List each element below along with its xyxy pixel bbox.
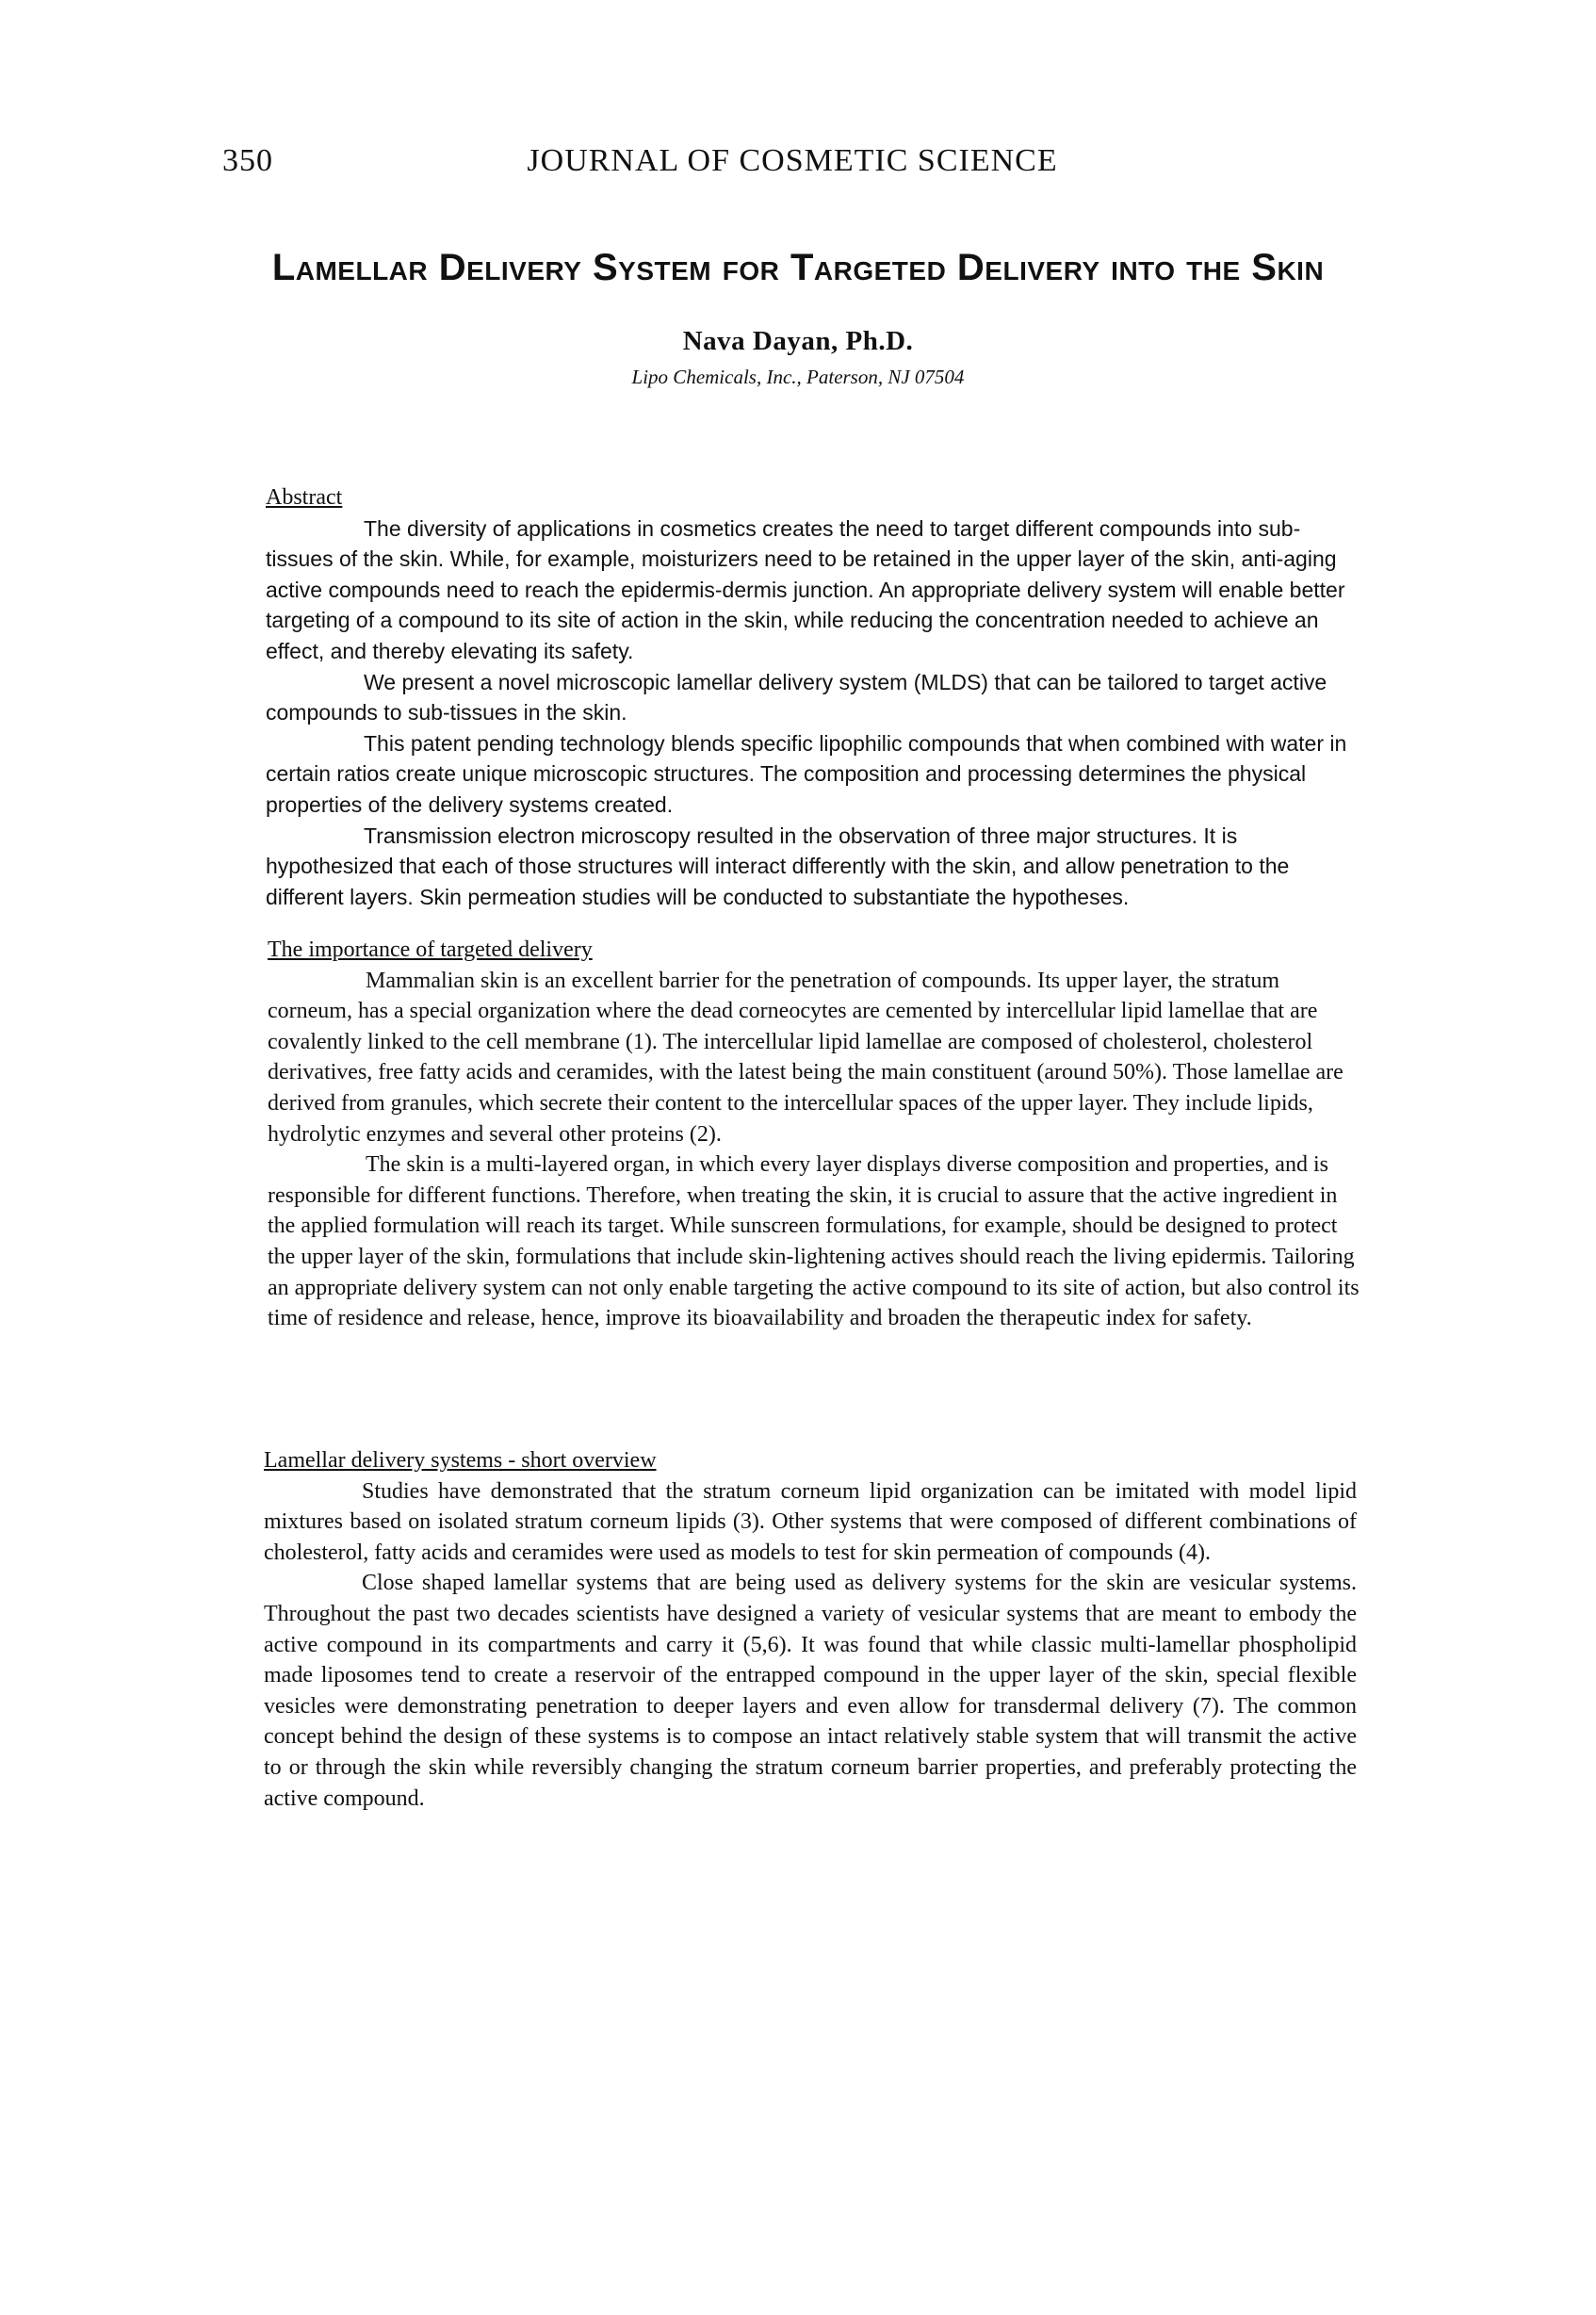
article-title: Lamellar Delivery System for Targeted Delivery into the Skin [271,247,1325,288]
page-number: 350 [222,143,273,178]
author-name: Nava Dayan, Ph.D. [682,326,914,356]
overview-paragraph: Studies have demonstrated that the stratum corneum lipid organization can be imitated with model lipid mixtures based on isolated stratum corneum lipids (3). Other systems that were composed of different combinations of cholesterol, fatty acids and ceramides were used as models to test for skin permeation of compounds (4). [264,1478,1357,1565]
author-affiliation: Lipo Chemicals, Inc., Paterson, NJ 07504 [631,366,965,388]
running-header [222,143,1362,185]
overview-paragraph: Close shaped lamellar systems that are being used as delivery systems for the skin are vesicular systems. Throughout the past two decades scientists have designed a variety of vesicular systems that are meant to embody the active compound in its compartments and carry it (5,6). It was found that while classic multi-lamellar phospholipid made liposomes tend to create a reservoir of the entrapped compound in the upper layer of the skin, special flexible vesicles were demonstrating penetration to deeper layers and even allow for transdermal delivery (7). The common concept behind the design of these systems is to compose an intact relatively stable system that will transmit the active to or through the skin while reversibly changing the stratum corneum barrier properties, and preferably protecting the active compound. [264,1571,1357,1811]
abstract-section [266,482,1359,912]
abstract-paragraph: This patent pending technology blends specific lipophilic compounds that when combined with water in certain ratios create unique microscopic structures. The composition and processing determines the physical properties of the delivery systems created. [266,730,1347,817]
importance-paragraph: The skin is a multi-layered organ, in which every layer displays diverse composition and properties, and is responsible for different functions. Therefore, when treating the skin, it is crucial to assure that the active ingredient in the applied formulation will reach its target. While sunscreen formulations, for example, should be designed to protect the upper layer of the skin, formulations that include skin-lightening actives should reach the living epidermis. Tailoring an appropriate delivery system can not only enable targeting the active compound to its site of action, but also control its time of residence and release, hence, improve its bioavailability and broaden the therapeutic index for safety. [268,1152,1360,1331]
overview-heading: Lamellar delivery systems - short overview [264,1448,657,1473]
overview-section [264,1445,1357,1814]
abstract-paragraph: The diversity of applications in cosmetics creates the need to target different compounds into sub-tissues of the skin. While, for example, moisturizers need to be retained in the upper layer of the skin, anti-aging active compounds need to reach the epidermis-dermis junction. An appropriate delivery system will enable better targeting of a compound to its site of action in the skin, while reducing the concentration needed to achieve an effect, and thereby elevating its safety. [266,515,1345,663]
abstract-paragraph: Transmission electron microscopy resulted in the observation of three major structures. It is hypothesized that each of those structures will interact differently with the skin, and allow penetration to the different layers. Skin permeation studies will be conducted to substantiate the hypotheses. [266,823,1290,909]
abstract-heading: Abstract [266,485,343,510]
abstract-paragraph: We present a novel microscopic lamellar delivery system (MLDS) that can be tailored to target active compounds to sub-tissues in the skin. [266,669,1327,725]
importance-paragraph: Mammalian skin is an excellent barrier for the penetration of compounds. Its upper layer, the stratum corneum, has a special organization where the dead corneocytes are cemented by intercellular lipid lamellae that are covalently linked to the cell membrane (1). The intercellular lipid lamellae are composed of cholesterol, cholesterol derivatives, free fatty acids and ceramides, with the latest being the main constituent (around 50%). Those lamellae are derived from granules, which secrete their content to the intercellular spaces of the upper layer. They include lipids, hydrolytic enzymes and several other proteins (2). [268,968,1344,1147]
importance-section [268,935,1360,1334]
importance-heading: The importance of targeted delivery [268,937,593,962]
journal-name: JOURNAL OF COSMETIC SCIENCE [527,143,1058,178]
